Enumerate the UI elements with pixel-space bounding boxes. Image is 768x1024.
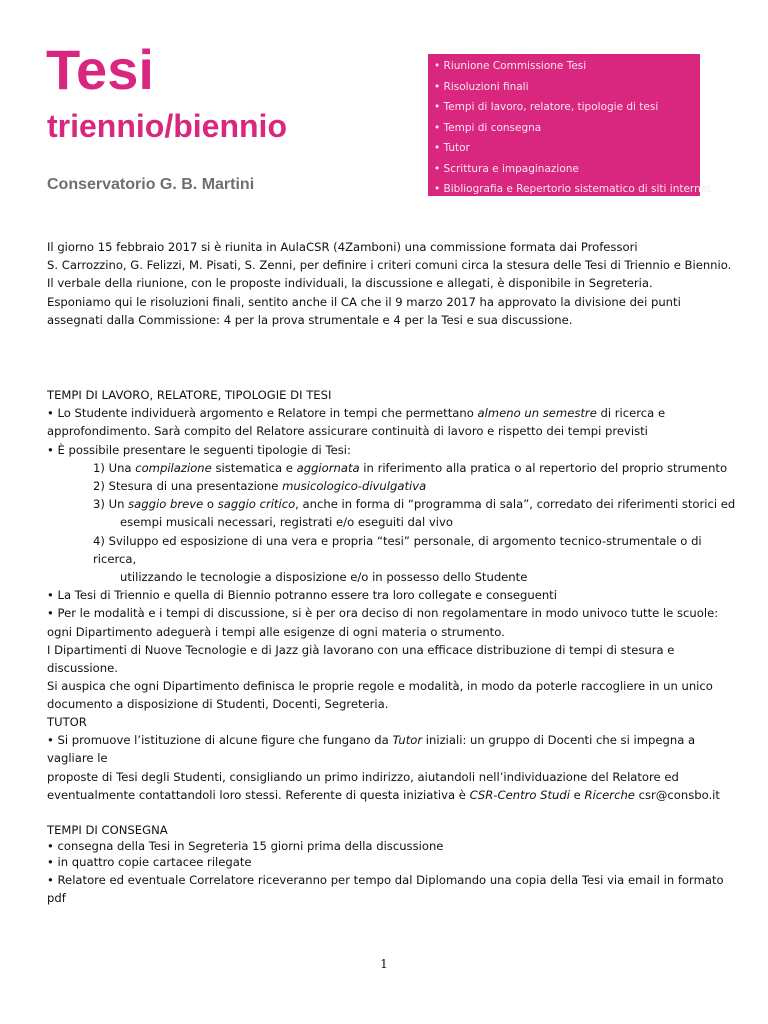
- section-index-box: [428, 54, 712, 196]
- text-run: in riferimento alla pratica o al repertorio del proprio strumento: [359, 460, 728, 475]
- emphasis: CSR-Centro Studi: [469, 787, 570, 802]
- numbered-item: [47, 459, 737, 477]
- emphasis: aggiornata: [296, 460, 360, 475]
- bullet-line: approfondimento. Sarà compito del Relatore assicurare continuità di lavoro e rispetto dei tempi previsti: [47, 424, 648, 439]
- emphasis: Tutor: [392, 733, 423, 748]
- consegna-section: [47, 822, 737, 906]
- text-run: , anche in forma di “programma di sala”, corredato dei riferimenti storici ed: [295, 497, 736, 512]
- text-run: o: [203, 497, 218, 512]
- email-link[interactable]: csr@consbo.it: [634, 787, 720, 802]
- organization-name: Conservatorio G. B. Martini: [47, 176, 255, 193]
- text-run: 3) Un: [93, 497, 129, 512]
- numbered-item: [47, 495, 737, 513]
- paragraph-line: I Dipartimenti di Nuove Tecnologie e di Jazz già lavorano con una efficace distribuzione di tempi di stesura e discussione.: [47, 642, 675, 676]
- text-run: eventualmente contattandoli loro stessi. Referente di questa iniziativa è: [47, 787, 470, 802]
- bullet-line: • Per le modalità e i tempi di discussione, si è per ora deciso di non regolamentare in modo univoco tutte le scuole:: [47, 606, 719, 621]
- text-run: di ricerca e: [596, 406, 666, 421]
- paragraph-line: Si auspica che ogni Dipartimento definisca le proprie regole e modalità, in modo da poterle raccogliere in un unico: [47, 679, 713, 694]
- page-number: 1: [380, 957, 388, 971]
- bullet-line: [47, 404, 737, 422]
- section-heading: TEMPI DI LAVORO, RELATORE, TIPOLOGIE DI TESI: [47, 388, 332, 402]
- emphasis: saggio critico: [217, 497, 296, 512]
- intro-line: assegnati dalla Commissione: 4 per la prova strumentale e 4 per la Tesi e sua discussione.: [47, 312, 573, 327]
- menu-item-bibliografia[interactable]: • Bibliografia e Repertorio sistematico di siti internet: [434, 183, 712, 195]
- numbered-item-continuation: utilizzando le tecnologie a disposizione e/o in possesso dello Studente: [120, 570, 528, 585]
- intro-line: Esponiamo qui le risoluzioni finali, sentito anche il CA che il 9 marzo 2017 ha approvato la divisione dei punti: [47, 294, 681, 309]
- text-run: sistematica e: [211, 460, 297, 475]
- bullet-line: [47, 731, 737, 767]
- emphasis: almeno un semestre: [477, 406, 597, 421]
- bullet-line: pdf: [47, 891, 66, 905]
- section-heading: TEMPI DI CONSEGNA: [47, 823, 168, 837]
- menu-item-scrittura[interactable]: • Scrittura e impaginazione: [434, 162, 579, 175]
- menu-item-riunione[interactable]: • Riunione Commissione Tesi: [434, 60, 587, 72]
- intro-line: Il verbale della riunione, con le proposte individuali, la discussione e allegati, è disponibile in Segreteria.: [47, 276, 653, 291]
- text-run: • Lo Studente individuerà argomento e Relatore in tempi che permettano: [47, 406, 478, 421]
- bullet-line: • Relatore ed eventuale Correlatore riceveranno per tempo dal Diplomando una copia della Tesi via email in formato: [47, 873, 724, 887]
- section-heading: TUTOR: [47, 715, 87, 729]
- paragraph-line: [47, 786, 737, 804]
- bullet-line: • La Tesi di Triennio e quella di Biennio potranno essere tra loro collegate e conseguenti: [47, 588, 557, 603]
- intro-line: Il giorno 15 febbraio 2017 si è riunita in AulaCSR (4Zamboni) una commissione formata dai Professori: [47, 240, 638, 254]
- emphasis: Ricerche: [584, 787, 635, 802]
- bullet-line: • È possibile presentare le seguenti tipologie di Tesi:: [47, 442, 351, 457]
- emphasis: compilazione: [135, 460, 212, 475]
- bullet-line: • in quattro copie cartacee rilegate: [47, 855, 252, 869]
- text-run: e: [570, 787, 585, 802]
- text-run: 2) Stesura di una presentazione: [93, 479, 283, 494]
- document-title: Tesi: [46, 38, 154, 101]
- document-subtitle: triennio/biennio: [47, 108, 287, 144]
- menu-item-tempi-consegna[interactable]: • Tempi di consegna: [434, 121, 542, 134]
- tempi-lavoro-section: [47, 386, 737, 714]
- tutor-section: [47, 713, 737, 804]
- emphasis: musicologico-divulgativa: [282, 479, 427, 494]
- text-run: 1) Una: [93, 460, 136, 475]
- bullet-line: • consegna della Tesi in Segreteria 15 giorni prima della discussione: [47, 839, 444, 853]
- intro-line: S. Carrozzino, G. Felizzi, M. Pisati, S. Zenni, per definire i criteri comuni circa la stesura delle Tesi di Triennio e Biennio.: [47, 258, 732, 273]
- bullet-line: ogni Dipartimento adeguerà i tempi alle esigenze di ogni materia o strumento.: [47, 624, 505, 639]
- numbered-item: [47, 477, 737, 495]
- menu-item-tutor[interactable]: • Tutor: [434, 142, 470, 154]
- emphasis: saggio breve: [128, 497, 204, 512]
- paragraph-line: proposte di Tesi degli Studenti, consigliando un primo indirizzo, aiutandoli nell’individuazione del Relatore ed: [47, 769, 679, 784]
- text-run: • Si promuove l’istituzione di alcune figure che fungano da: [47, 733, 393, 748]
- menu-item-tempi-lavoro[interactable]: • Tempi di lavoro, relatore, tipologie di tesi: [434, 101, 659, 113]
- text-run: iniziali: un gruppo di Docenti che si impegna a vagliare le: [47, 733, 696, 766]
- paragraph-line: documento a disposizione di Studenti, Docenti, Segreteria.: [47, 697, 389, 712]
- numbered-item-continuation: esempi musicali necessari, registrati e/o eseguiti dal vivo: [120, 515, 453, 530]
- menu-item-risoluzioni[interactable]: • Risoluzioni finali: [434, 80, 529, 93]
- numbered-item: 4) Sviluppo ed esposizione di una vera e propria “tesi” personale, di argomento tecnico-strumentale o di ricerca,: [93, 533, 702, 566]
- intro-section: [47, 238, 737, 329]
